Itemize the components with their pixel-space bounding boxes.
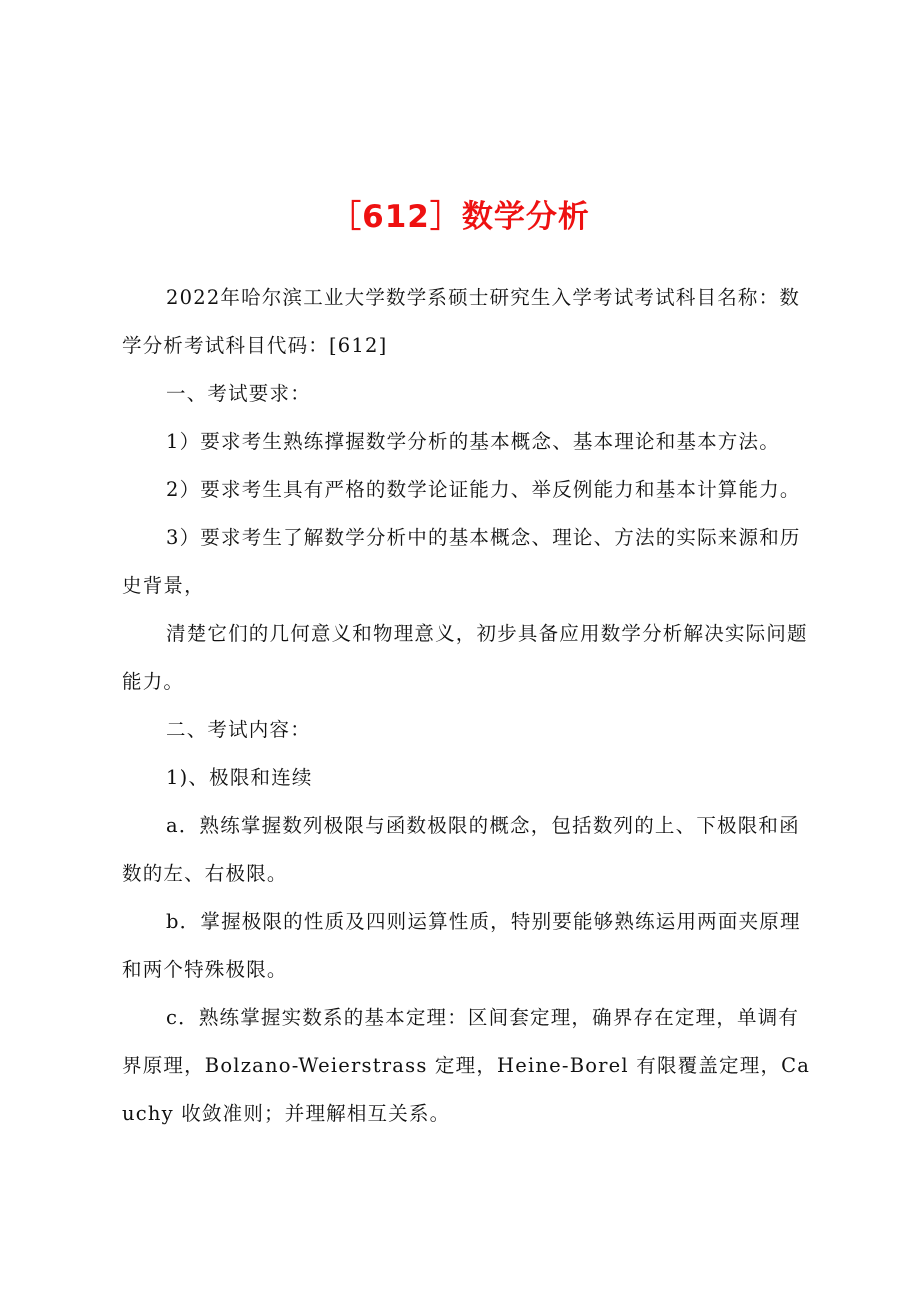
section-heading-content: 二、考试内容： [166,718,311,741]
paragraph-requirement-1: 1）要求考生熟练撑握数学分析的基本概念、基本理论和基本方法。 [166,430,780,453]
paragraph-requirement-3: 3）要求考生了解数学分析中的基本概念、理论、方法的实际来源和历史背景， [122,526,801,597]
document-title: ［612］数学分析 [330,199,590,235]
paragraph-requirement-3-cont: 清楚它们的几何意义和物理意义，初步具备应用数学分析解决实际问题能力。 [122,622,808,693]
section-heading-requirements: 一、考试要求： [166,382,311,405]
paragraph-requirement-2: 2）要求考生具有严格的数学论证能力、举反例能力和基本计算能力。 [166,478,801,501]
subsection-heading-limits: 1)、极限和连续 [166,766,313,789]
paragraph-exam-info: 2022年哈尔滨工业大学数学系硕士研究生入学考试考试科目名称：数学分析考试科目代码：[612] [122,286,801,357]
paragraph-item-a: a．熟练掌握数列极限与函数极限的概念，包括数列的上、下极限和函数的左、右极限。 [122,814,800,885]
paragraph-item-c: c．熟练掌握实数系的基本定理：区间套定理，确界存在定理，单调有界原理，Bolzano-Weierstrass 定理，Heine-Borel 有限覆盖定理，Cauchy 收敛准则；并理解相互关系。 [122,1006,811,1125]
paragraph-item-b: b．掌握极限的性质及四则运算性质，特别要能够熟练运用两面夹原理和两个特殊极限。 [122,910,801,981]
document-body [122,274,812,1138]
